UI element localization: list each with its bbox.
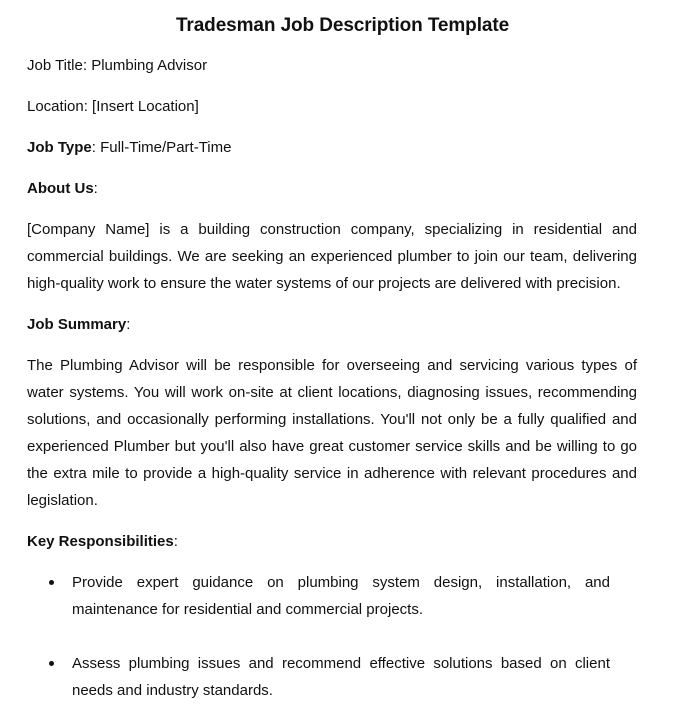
about-us-heading-line bbox=[27, 175, 637, 202]
job-type-label: Job Type bbox=[27, 139, 92, 156]
about-us-heading: About Us bbox=[27, 180, 94, 197]
job-summary-separator: : bbox=[126, 316, 131, 333]
key-responsibilities-separator: : bbox=[173, 533, 178, 550]
job-summary-heading-line bbox=[27, 311, 637, 338]
page-title: Tradesman Job Description Template bbox=[175, 15, 510, 36]
list-item bbox=[49, 650, 610, 704]
spacer bbox=[27, 202, 637, 216]
list-item bbox=[49, 569, 610, 623]
spacer bbox=[27, 161, 637, 175]
spacer bbox=[27, 79, 637, 93]
job-summary-paragraph: The Plumbing Advisor will be responsible for overseeing and servicing various types of water systems. You will work on-site at client locations, diagnosing issues, recommending solutions, and occasionally performing installations. You'll not only be a fully qualified and experienced Plumber but you'll also have great customer service skills and be willing to go the extra mile to provide a high-quality service in adherence with relevant procedures and legislation. bbox=[27, 357, 637, 509]
job-type-value: Full-Time/Part-Time bbox=[100, 139, 232, 156]
bullet-disc-icon bbox=[49, 580, 54, 585]
key-responsibilities-list bbox=[0, 569, 685, 704]
job-title-line: Job Title: Plumbing Advisor bbox=[27, 57, 208, 74]
about-us-paragraph: [Company Name] is a building construction company, specializing in residential and commercial buildings. We are seeking an experienced plumber to join our team, delivering high-quality work to ensure the water systems of our projects are delivered with precision. bbox=[27, 221, 637, 292]
bullet-disc-icon bbox=[49, 661, 54, 666]
job-type-line bbox=[27, 134, 637, 161]
about-us-separator: : bbox=[93, 180, 98, 197]
spacer bbox=[27, 514, 637, 528]
spacer bbox=[27, 555, 637, 569]
spacer bbox=[27, 120, 637, 134]
spacer bbox=[27, 297, 637, 311]
key-responsibilities-heading: Key Responsibilities bbox=[27, 533, 174, 550]
spacer bbox=[27, 338, 637, 352]
key-responsibilities-heading-line bbox=[27, 528, 637, 555]
job-type-separator: : bbox=[91, 139, 101, 156]
location-line: Location: [Insert Location] bbox=[27, 98, 199, 115]
list-item-text: Provide expert guidance on plumbing system design, installation, and maintenance for residential and commercial projects. bbox=[72, 574, 610, 618]
job-summary-heading: Job Summary bbox=[27, 316, 127, 333]
list-item-text: Assess plumbing issues and recommend effective solutions based on client needs and industry standards. bbox=[72, 655, 610, 699]
spacer bbox=[27, 38, 637, 52]
document-body bbox=[27, 38, 637, 569]
